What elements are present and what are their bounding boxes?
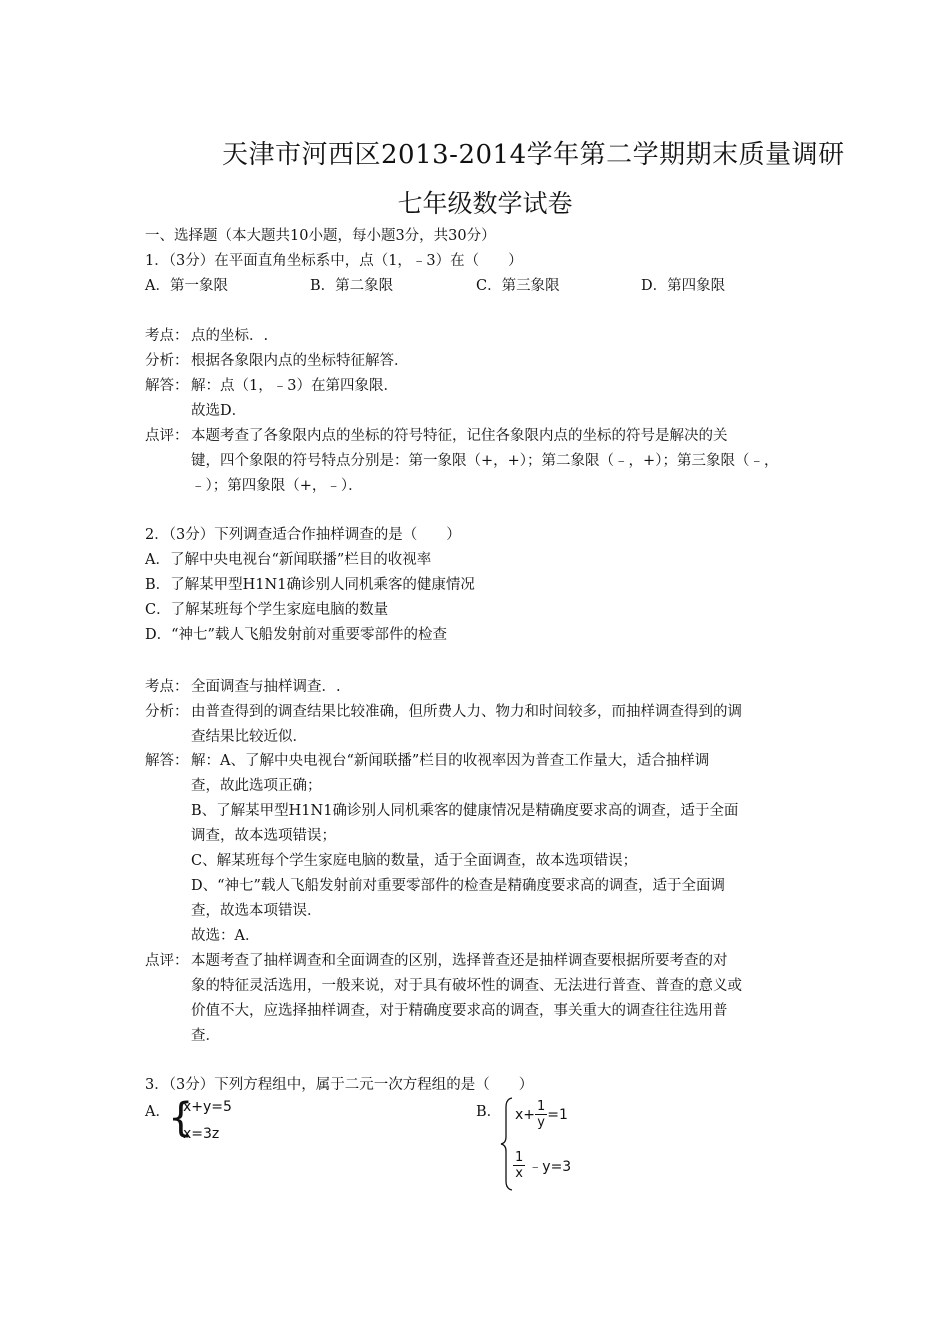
q2-option-b: B．了解某甲型H1N1确诊别人同机乘客的健康情况 xyxy=(145,577,475,593)
q3-option-b-eq2 xyxy=(513,1150,571,1181)
document-subtitle: 七年级数学试卷 xyxy=(397,189,573,218)
q2-dianping-line1: 本题考查了抽样调查和全面调查的区别，选择普查还是抽样调查要根据所要考查的对 xyxy=(191,953,728,969)
q2-jieda-line8: 故选：A． xyxy=(191,928,260,944)
left-brace-icon: { xyxy=(168,1095,194,1141)
q1-stem: 1．（3分）在平面直角坐标系中，点（1，﹣3）在（ ） xyxy=(145,253,523,269)
q1-option-d: D．第四象限 xyxy=(641,278,726,294)
q3-option-b-eq1-post: =1 xyxy=(547,1106,568,1123)
q1-option-a: A．第一象限 xyxy=(145,278,228,294)
q1-dianping-line2: 键，四个象限的符号特点分别是：第一象限（+，+）；第二象限（﹣，+）；第三象限（﹣， xyxy=(191,453,779,469)
q1-dianping-line3: ﹣）；第四象限（+，﹣）． xyxy=(191,478,363,494)
q2-stem: 2．（3分）下列调查适合作抽样调查的是（ ） xyxy=(145,527,461,543)
q1-jieda-line2: 故选D． xyxy=(191,403,247,419)
q3-option-b-eq1-pre: x+ xyxy=(515,1106,536,1123)
q3-option-b-eq2-post: ﹣y=3 xyxy=(528,1158,572,1175)
q3-option-a-eq1: x+y=5 xyxy=(183,1099,232,1115)
q3-option-b-label: B． xyxy=(476,1104,502,1120)
fraction-numerator: 1 xyxy=(515,1150,524,1165)
q1-jieda-label: 解答： xyxy=(145,378,189,394)
q1-fenxi: 根据各象限内点的坐标特征解答． xyxy=(191,353,409,369)
q3-option-b-eq1 xyxy=(515,1099,568,1130)
q2-dianping-label: 点评： xyxy=(145,953,189,969)
q2-option-a: A．了解中央电视台“新闻联播”栏目的收视率 xyxy=(145,552,432,568)
q2-fenxi-label: 分析： xyxy=(145,704,189,720)
q3-option-a-label: A． xyxy=(145,1104,170,1120)
q1-dianping-label: 点评： xyxy=(145,428,189,444)
q1-fenxi-label: 分析： xyxy=(145,353,189,369)
q2-fenxi-line2: 查结果比较近似． xyxy=(191,729,307,745)
fraction-denominator: y xyxy=(537,1115,545,1130)
q3-option-a-eq2: x=3z xyxy=(183,1126,220,1142)
fraction xyxy=(535,1099,547,1130)
q2-jieda-line5: C、解某班每个学生家庭电脑的数量，适于全面调查，故本选项错误； xyxy=(191,853,638,869)
q2-jieda-label: 解答： xyxy=(145,753,189,769)
fraction xyxy=(513,1150,525,1181)
q2-option-c: C．了解某班每个学生家庭电脑的数量 xyxy=(145,602,389,618)
q1-option-c: C．第三象限 xyxy=(476,278,560,294)
q2-jieda-line4: 调查，故本选项错误； xyxy=(191,828,336,844)
q2-kaodian-label: 考点： xyxy=(145,679,189,695)
fraction-numerator: 1 xyxy=(537,1099,546,1114)
q1-jieda-line1: 解：点（1，﹣3）在第四象限． xyxy=(191,378,398,394)
section-heading: 一、选择题（本大题共10小题，每小题3分，共30分） xyxy=(145,228,496,244)
q1-option-b: B．第二象限 xyxy=(310,278,394,294)
q2-jieda-line7: 查，故选本项错误． xyxy=(191,903,322,919)
q2-option-d: D．“神七”载人飞船发射前对重要零部件的检查 xyxy=(145,627,447,643)
q2-dianping-line3: 价值不大，应选择抽样调查，对于精确度要求高的调查，事关重大的调查往往选用普 xyxy=(191,1003,728,1019)
q2-fenxi-line1: 由普查得到的调查结果比较准确，但所费人力、物力和时间较多，而抽样调查得到的调 xyxy=(191,704,742,720)
q1-kaodian-label: 考点： xyxy=(145,328,189,344)
q3-stem: 3．（3分）下列方程组中，属于二元一次方程组的是（ ） xyxy=(145,1077,534,1093)
q2-kaodian: 全面调查与抽样调查．. xyxy=(191,679,341,695)
q2-jieda-line3: B、了解某甲型H1N1确诊别人同机乘客的健康情况是精确度要求高的调查，适于全面 xyxy=(191,803,739,819)
q2-jieda-line6: D、“神七”载人飞船发射前对重要零部件的检查是精确度要求高的调查，适于全面调 xyxy=(191,878,725,894)
q1-dianping-line1: 本题考查了各象限内点的坐标的符号特征，记住各象限内点的坐标的符号是解决的关 xyxy=(191,428,728,444)
q2-jieda-line2: 查，故此选项正确； xyxy=(191,778,322,794)
fraction-denominator: x xyxy=(515,1166,523,1181)
document-title: 天津市河西区2013-2014学年第二学期期末质量调研 xyxy=(222,140,845,170)
q1-kaodian: 点的坐标．. xyxy=(191,328,269,344)
q2-jieda-line1: 解：A、了解中央电视台“新闻联播”栏目的收视率因为普查工作量大，适合抽样调 xyxy=(191,753,710,769)
q2-dianping-line2: 象的特征灵活选用，一般来说，对于具有破坏性的调查、无法进行普查、普查的意义或 xyxy=(191,978,742,994)
left-brace-icon xyxy=(500,1097,514,1191)
q2-dianping-line4: 查． xyxy=(191,1028,220,1044)
